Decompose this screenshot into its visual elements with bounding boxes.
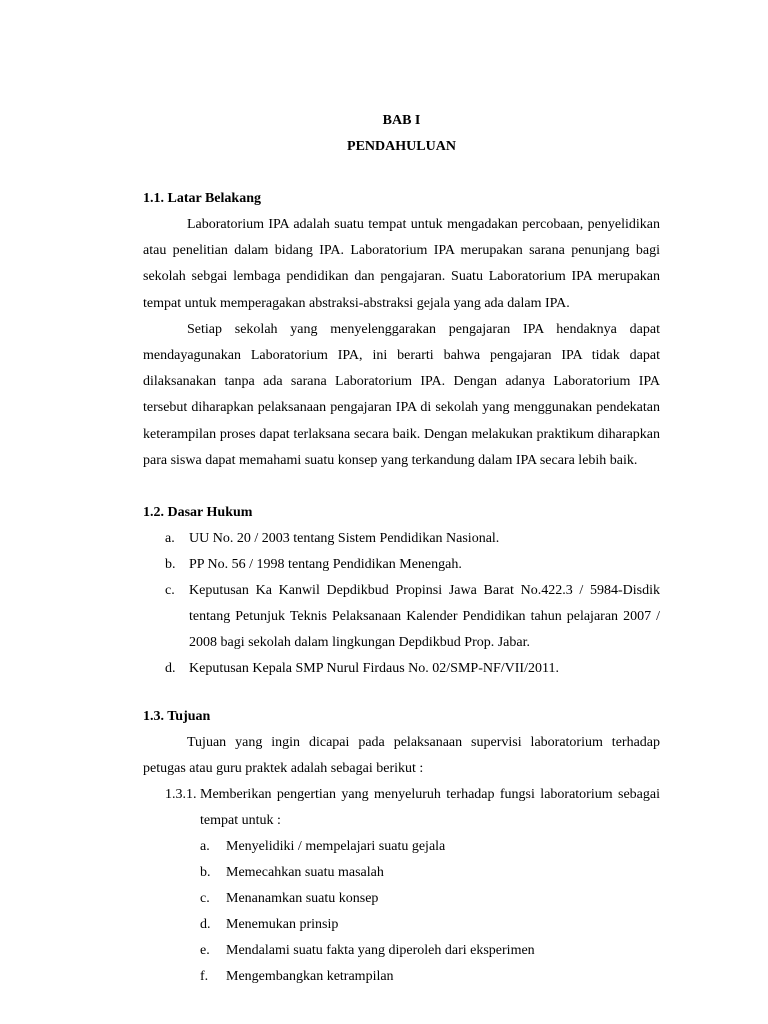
list-item-text: Menyelidiki / mempelajari suatu gejala [226, 839, 446, 855]
list-item-text: Keputusan Ka Kanwil Depdikbud Propinsi Jawa Barat No.422.3 / 5984-Disdik tentang Petunjuk Teknis Pelaksanaan Kalender Pendidikan tahun pelajaran 2007 / 2008 bagi sekolah dalam lingkungan Depdikbud Prop. Jabar. [189, 583, 660, 651]
list-item-text: Menemukan prinsip [226, 917, 339, 933]
paragraph: Setiap sekolah yang menyelenggarakan pengajaran IPA hendaknya dapat mendayagunakan Laboratorium IPA, ini berarti bahwa pengajaran IPA tidak dapat dilaksanakan tanpa ada sarana Laboratorium IPA. Dengan adanya Laboratorium IPA tersebut diharapkan pelaksanaan pengajaran IPA di sekolah yang menggunakan pendekatan keterampilan proses dapat terlaksana secara baik. Dengan melakukan praktikum diharapkan para siswa dapat memahami suatu konsep yang terkandung dalam IPA secara lebih baik. [143, 321, 660, 468]
sub-item-text: Memberikan pengertian yang menyeluruh terhadap fungsi laboratorium sebagai tempat untuk : [200, 787, 660, 829]
list-item [143, 938, 660, 964]
list-item [143, 860, 660, 886]
list-item [143, 964, 660, 990]
list-item [143, 912, 660, 938]
section-heading-tujuan: 1.3. Tujuan [143, 709, 211, 725]
list-item [143, 656, 660, 682]
list-marker: a. [200, 839, 210, 855]
paragraph: Tujuan yang ingin dicapai pada pelaksanaan supervisi laboratorium terhadap petugas atau guru praktek adalah sebagai berikut : [143, 735, 660, 777]
list-item-text: Menanamkan suatu konsep [226, 891, 379, 907]
section-heading-dasar-hukum: 1.2. Dasar Hukum [143, 505, 253, 521]
list-marker: b. [165, 557, 176, 573]
list-item [143, 526, 660, 552]
list-marker: f. [200, 969, 209, 985]
list-item-text: Keputusan Kepala SMP Nurul Firdaus No. 02/SMP-NF/VII/2011. [189, 661, 559, 677]
list-marker: c. [165, 583, 175, 599]
list-item-text: PP No. 56 / 1998 tentang Pendidikan Menengah. [189, 557, 462, 573]
chapter-label: BAB I [382, 113, 421, 128]
page-content [143, 108, 660, 990]
list-item-text: Mendalami suatu fakta yang diperoleh dari eksperimen [226, 943, 535, 959]
sub-item-number: 1.3.1. [165, 787, 197, 803]
list-item-text: Memecahkan suatu masalah [226, 865, 384, 881]
list-item [143, 552, 660, 578]
sub-item [143, 782, 660, 834]
list-marker: c. [200, 891, 210, 907]
paragraph: Laboratorium IPA adalah suatu tempat untuk mengadakan percobaan, penyelidikan atau penelitian dalam bidang IPA. Laboratorium IPA merupakan sarana penunjang bagi sekolah sebgai lembaga pendidikan dan pengajaran. Suatu Laboratorium IPA merupakan tempat untuk memperagakan abstraksi-abstraksi gejala yang ada dalam IPA. [143, 217, 660, 311]
list-marker: d. [200, 917, 211, 933]
list-item [143, 886, 660, 912]
list-marker: e. [200, 943, 210, 959]
list-item-text: Mengembangkan ketrampilan [226, 969, 394, 985]
chapter-title: PENDAHULUAN [347, 139, 456, 154]
list-item [143, 578, 660, 656]
list-marker: a. [165, 531, 175, 547]
list-item [143, 834, 660, 860]
section-heading-latar-belakang: 1.1. Latar Belakang [143, 191, 261, 206]
list-marker: d. [165, 661, 176, 677]
list-marker: b. [200, 865, 211, 881]
list-item-text: UU No. 20 / 2003 tentang Sistem Pendidikan Nasional. [189, 531, 500, 547]
